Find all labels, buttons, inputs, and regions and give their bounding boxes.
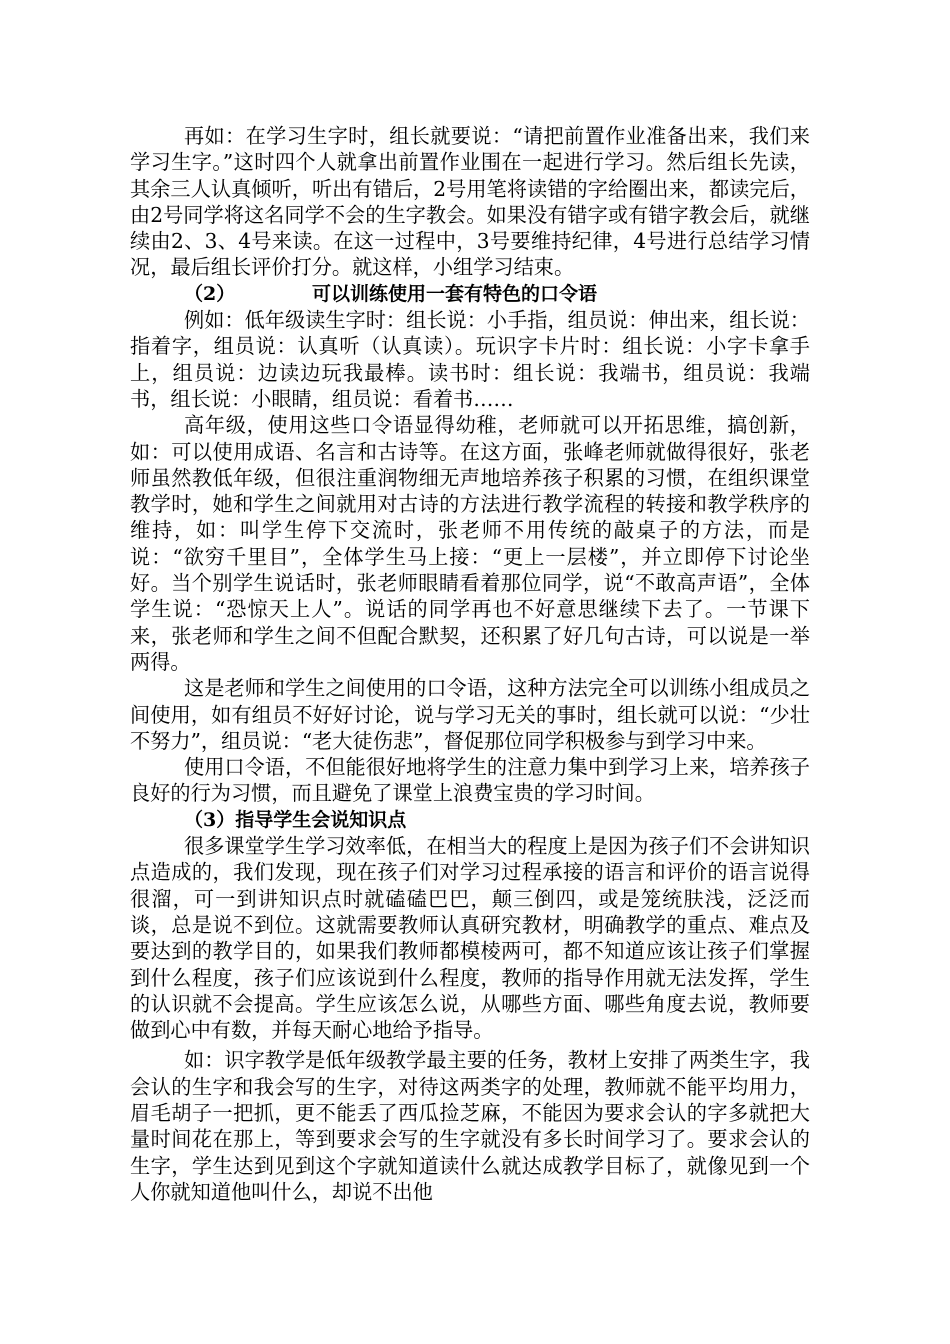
paragraph-group-study-example: 再如：在学习生字时，组长就要说：“请把前置作业准备出来，我们来学习生字。”这时四个人就拿出前置作业围在一起进行学习。然后组长先读，其余三人认真倾听，听出有错后，2号用笔将读错的字给圈出来，都读完后，由2号同学将这名同学不会的生字教会。如果没有错字或有错字教会后，就继续由2、3、4号来读。在这一过程中，3号要维持纪律，4号进行总结学习情况，最后组长评价打分。就这样，小组学习结束。 xyxy=(130,124,810,280)
paragraph-group-member-commands: 这是老师和学生之间使用的口令语，这种方法完全可以训练小组成员之间使用，如有组员不好好讨论，说与学习无关的事时，组长就可以说：“少壮不努力”，组员说：“老大徒伤悲”，督促那位同学积极参与到学习中来。 xyxy=(130,676,810,753)
paragraph-command-benefits: 使用口令语，不但能很好地将学生的注意力集中到学习上来，培养孩子良好的行为习惯，而且避免了课堂上浪费宝贵的学习时间。 xyxy=(130,755,810,806)
section-heading-3: （3）指导学生会说知识点 xyxy=(184,808,407,831)
paragraph-knowledge-points: 很多课堂学生学习效率低，在相当大的程度上是因为孩子们不会讲知识点造成的，我们发现，现在孩子们对学习过程承接的语言和评价的语言说得很溜，可一到讲知识点时就磕磕巴巴，颠三倒四，或是笼统肤浅，泛泛而谈，总是说不到位。这就需要教师认真研究教材，明确教学的重点、难点及要达到的教学目的，如果我们教师都模棱两可，都不知道应该让孩子们掌握到什么程度，孩子们应该说到什么程度，教师的指导作用就无法发挥，学生的认识就不会提高。学生应该怎么说，从哪些方面、哪些角度去说，教师要做到心中有数，并每天耐心地给予指导。 xyxy=(130,834,810,1043)
paragraph-high-grade-poems: 高年级，使用这些口令语显得幼稚，老师就可以开拓思维，搞创新，如：可以使用成语、名言和古诗等。在这方面，张峰老师就做得很好，张老师虽然教低年级，但很注重润物细无声地培养孩子积累的习惯，在组织课堂教学时，她和学生之间就用对古诗的方法进行教学流程的转接和教学秩序的维持，如：叫学生停下交流时，张老师不用传统的敲桌子的方法，而是说：“欲穷千里目”，全体学生马上接：“更上一层楼”，并立即停下讨论坐好。当个别学生说话时，张老师眼睛看着那位同学，说“不敢高声语”，全体学生说：“恐惊天上人”。说话的同学再也不好意思继续下去了。一节课下来，张老师和学生之间不但配合默契，还积累了好几句古诗，可以说是一举两得。 xyxy=(130,413,810,674)
paragraph-low-grade-commands: 例如：低年级读生字时：组长说：小手指，组员说：伸出来，组长说：指着字，组员说：认真听（认真读）。玩识字卡片时：组长说：小字卡拿手上，组员说：边读边玩我最棒。读书时：组长说：我端书，组员说：我端书，组长说：小眼睛，组员说：看着书…… xyxy=(130,308,810,411)
paragraph-character-teaching: 如：识字教学是低年级教学最主要的任务，教材上安排了两类生字，我会认的生字和我会写的生字，对待这两类字的处理，教师就不能平均用力，眉毛胡子一把抓，更不能丢了西瓜捡芝麻，不能因为要求会认的字多就把大量时间花在那上，等到要求会写的生字就没有多长时间学习了。要求会认的生字，学生达到见到这个字就知道读什么就达成教学目标了，就像见到一个人你就知道他叫什么，却说不出他 xyxy=(130,1048,810,1204)
document-page xyxy=(130,123,810,1205)
section-heading-2 xyxy=(130,281,810,307)
section-heading-2-number: （2） xyxy=(184,282,236,305)
section-heading-2-title: 可以训练使用一套有特色的口令语 xyxy=(312,282,598,305)
